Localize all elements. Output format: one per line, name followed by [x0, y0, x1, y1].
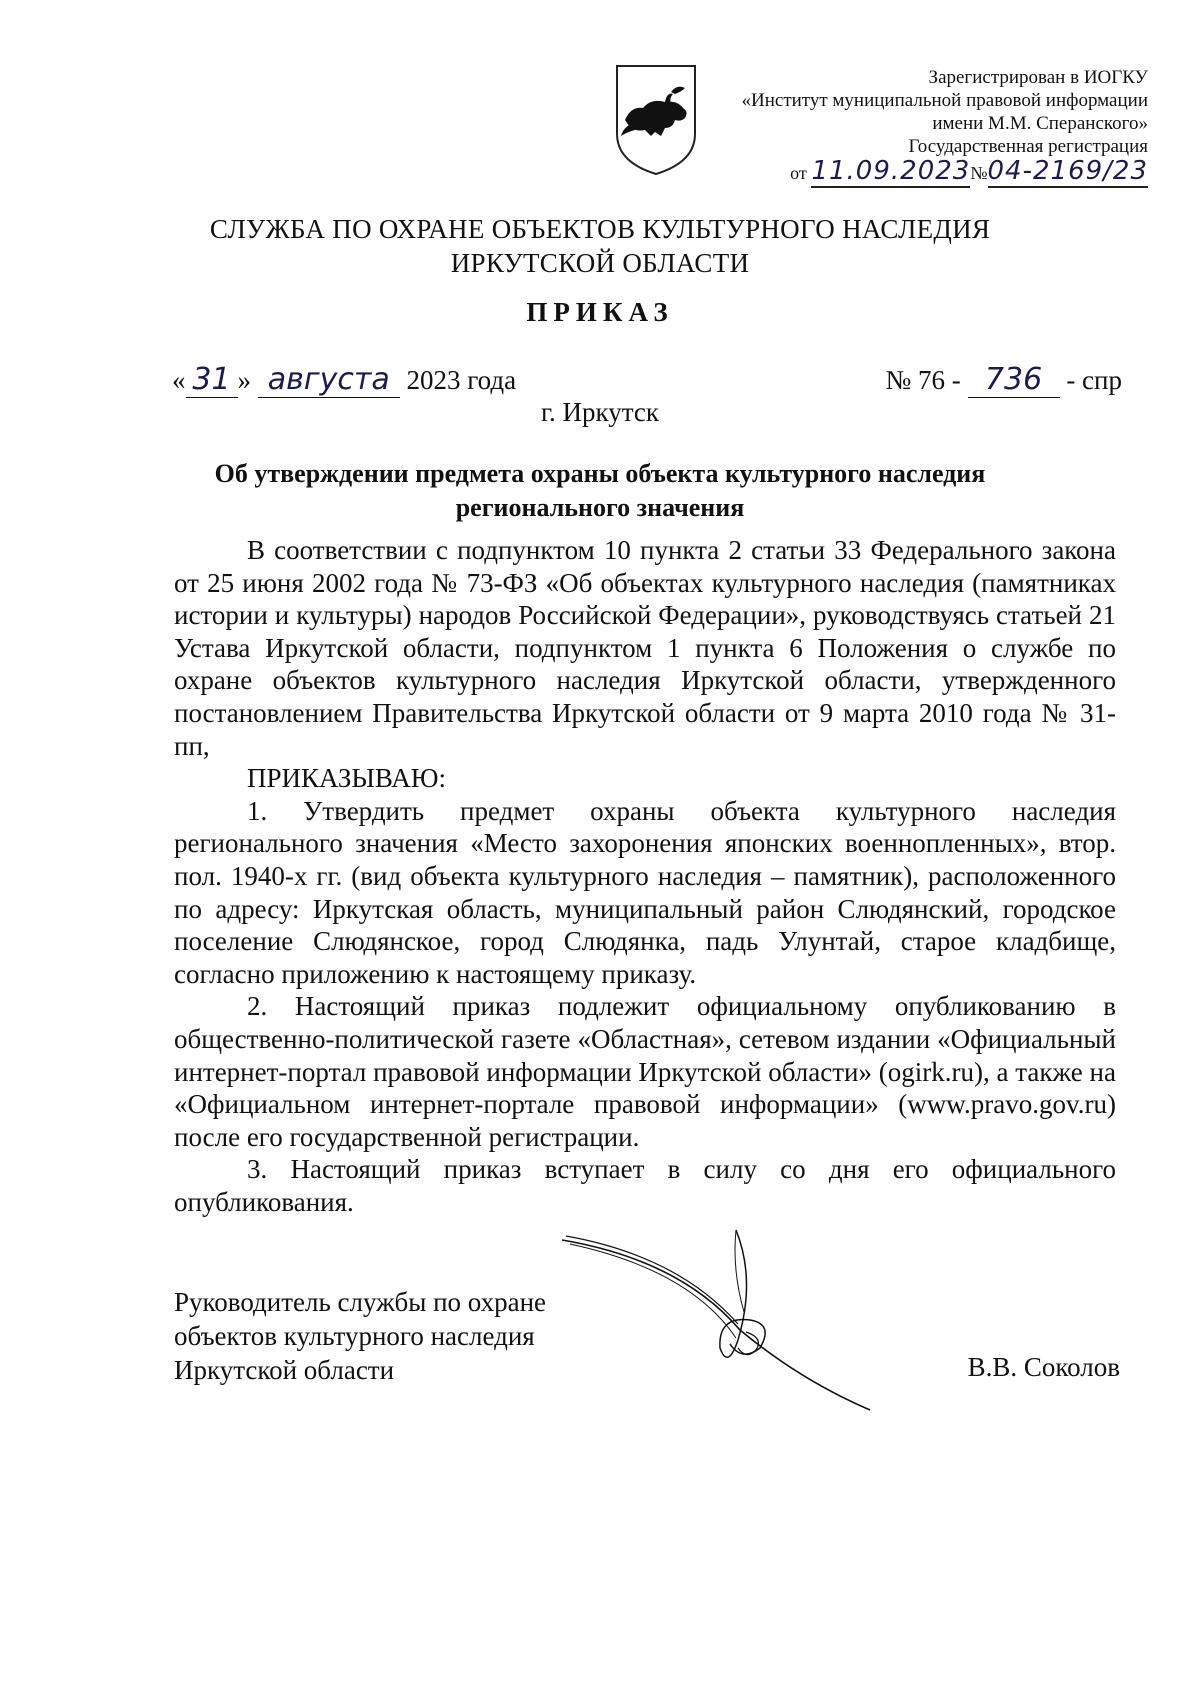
agency-line: ИРКУТСКОЙ ОБЛАСТИ: [450, 248, 750, 278]
city: г. Иркутск: [541, 397, 659, 427]
document-title: [140, 457, 1060, 525]
registration-line: имени М.М. Сперанского»: [932, 113, 1148, 134]
item-paragraph: 3. Настоящий приказ вступает в силу со дня его официального опубликования.: [174, 1154, 1116, 1217]
command-paragraph: ПРИКАЗЫВАЮ:: [247, 763, 446, 794]
registration-line: Зарегистрирован в ИОГКУ: [928, 67, 1148, 88]
date-day: 31: [186, 362, 238, 398]
signer-line: Руководитель службы по охране: [174, 1287, 547, 1317]
agency-name: [0, 212, 1200, 280]
registration-line: «Институт муниципальной правовой информации: [741, 90, 1148, 111]
date-month: августа: [258, 362, 400, 398]
signer-position: [174, 1285, 546, 1387]
order-date: [172, 362, 516, 398]
date-open-quote: «: [172, 365, 186, 395]
signer-line: объектов культурного наследия: [174, 1321, 535, 1351]
registration-line: Государственная регистрация: [908, 136, 1148, 157]
registration-from-label: от: [790, 163, 807, 183]
document-body: [174, 534, 1116, 1218]
date-close-quote: »: [237, 365, 251, 395]
order-number: [886, 362, 1122, 398]
order-number-prefix: № 76 -: [885, 365, 961, 395]
signer-line: Иркутской области: [174, 1355, 395, 1385]
document-type: ПРИКАЗ: [526, 297, 674, 327]
title-line: Об утверждении предмета охраны объекта культурного наследия: [214, 459, 986, 488]
signature: [560, 1220, 890, 1420]
registration-num-label: №: [970, 163, 988, 183]
agency-line: СЛУЖБА ПО ОХРАНЕ ОБЪЕКТОВ КУЛЬТУРНОГО НАСЛЕДИЯ: [209, 214, 991, 244]
registration-date: 11.09.2023: [811, 156, 971, 186]
order-number-value: 736: [968, 362, 1060, 398]
signer-name: В.В. Соколов: [967, 1352, 1120, 1382]
item-paragraph: 1. Утвердить предмет охраны объекта культурного наследия регионального значения «Место захоронения японских военнопленных», втор. пол. 1940-х гг. (вид объекта культурного наследия – памятник), расположенного по адресу: Иркутская область, муниципальный район Слюдянский, городское поселение Слюдянское, город Слюдянка, падь Улунтай, старое кладбище, согласно приложению к настоящему приказу.: [174, 795, 1116, 989]
preamble-paragraph: В соответствии с подпунктом 10 пункта 2 статьи 33 Федерального закона от 25 июня 2002 года № 73-ФЗ «Об объектах культурного наследия (памятниках истории и культуры) народов Российской Федерации», руководствуясь статьей 21 Устава Иркутской области, подпунктом 1 пункта 6 Положения о службе по охране объектов культурного наследия Иркутской области, утвержденного постановлением Правительства Иркутской области от 9 марта 2010 года № 31-пп,: [174, 535, 1116, 761]
title-line: регионального значения: [455, 493, 745, 522]
registration-stamp: [628, 66, 1148, 185]
order-number-suffix: - спр: [1066, 365, 1122, 395]
registration-number-value: 04-2169/23: [987, 156, 1148, 186]
registration-number: [628, 156, 1148, 186]
item-paragraph: 2. Настоящий приказ подлежит официальному опубликованию в общественно-политической газете «Областная», сетевом издании «Официальный интернет-портал правовой информации Иркутской области» (ogirk.ru), а также на «Официальном интернет-портале правовой информации» (www.pravo.gov.ru) после его государственной регистрации.: [174, 991, 1116, 1152]
date-year: 2023 года: [406, 365, 517, 395]
